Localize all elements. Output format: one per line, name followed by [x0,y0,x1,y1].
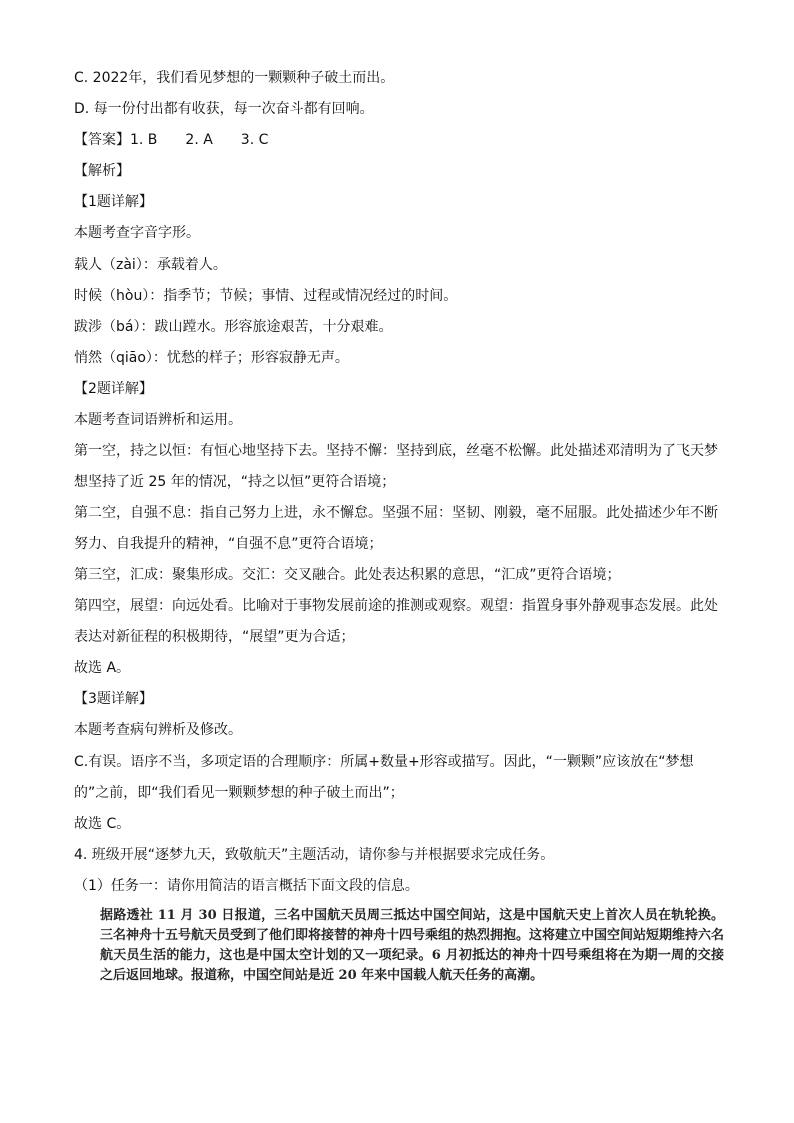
option-d: D. 每一份付出都有收获，每一次奋斗都有回响。 [74,101,374,117]
q2-blank4-a: 第四空，展望：向远处看。比喻对于事物发展前途的推测或观察。观望：指置身事外静观事态发展。此处 [74,598,718,614]
answer-line: 【答案】1. B 2. A 3. C [74,132,269,148]
q3-choice: 故选 C。 [74,816,131,832]
q1-item-3: 跋涉（bá）：跋山蹚水。形容旅途艰苦，十分艰难。 [74,319,393,335]
q3-analysis-a: C.有误。语序不当，多项定语的合理顺序：所属+数量+形容或描写。因此，“一颗颗”应该放在“梦想 [74,754,694,770]
q2-choice: 故选 A。 [74,660,131,676]
q3-intro: 本题考查病句辨析及修改。 [74,722,242,738]
q2-blank3: 第三空，汇成：聚集形成。交汇：交叉融合。此处表达积累的意思，“汇成”更符合语境； [74,567,621,583]
q2-blank4-b: 表达对新征程的积极期待，“展望”更为合适； [74,629,355,645]
q2-blank2-b: 努力、自我提升的精神，“自强不息”更符合语境； [74,536,383,552]
news-passage [74,906,724,986]
q3-heading: 【3题详解】 [74,691,153,707]
q2-intro: 本题考查词语辨析和运用。 [74,412,242,428]
q2-blank1-a: 第一空，持之以恒：有恒心地坚持下去。坚持不懈：坚持到底，丝毫不松懈。此处描述邓清明为了飞天梦 [74,443,718,459]
q1-intro: 本题考查字音字形。 [74,225,200,241]
q2-heading: 【2题详解】 [74,381,153,397]
news-passage-text: 据路透社 11 月 30 日报道，三名中国航天员周三抵达中国空间站，这是中国航天史上首次人员在轨轮换。三名神舟十五号航天员受到了他们即将接替的神舟十四号乘组的热烈拥抱。这将建立中国空间站短期维持六名航天员生活的能力，这也是中国太空计划的又一项纪录。6 月初抵达的神舟十四号乘组将在为期一周的交接之后返回地球。报道称，中国空间站是近 20 年来中国载人航天任务的高潮。 [100,908,725,983]
q1-heading: 【1题详解】 [74,194,153,210]
q1-item-2: 时候（hòu）：指季节；节候；事情、过程或情况经过的时间。 [74,288,458,304]
q4-prompt: 4. 班级开展“逐梦九天，致敬航天”主题活动，请你参与并根据要求完成任务。 [74,847,555,863]
q1-item-4: 悄然（qiāo）：忧愁的样子；形容寂静无声。 [74,350,349,366]
option-c: C. 2022年，我们看见梦想的一颗颗种子破土而出。 [74,70,395,86]
q3-analysis-b: 的”之前，即“我们看见一颗颗梦想的种子破土而出”； [74,785,404,801]
analysis-heading: 【解析】 [74,163,130,179]
q4-task1: （1）任务一：请你用简洁的语言概括下面文段的信息。 [74,878,419,894]
q2-blank1-b: 想坚持了近 25 年的情况，“持之以恒”更符合语境； [74,474,396,490]
q1-item-1: 载人（zài）：承载着人。 [74,257,227,273]
q2-blank2-a: 第二空，自强不息：指自己努力上进，永不懈怠。坚强不屈：坚韧、刚毅，毫不屈服。此处描述少年不断 [74,505,718,521]
